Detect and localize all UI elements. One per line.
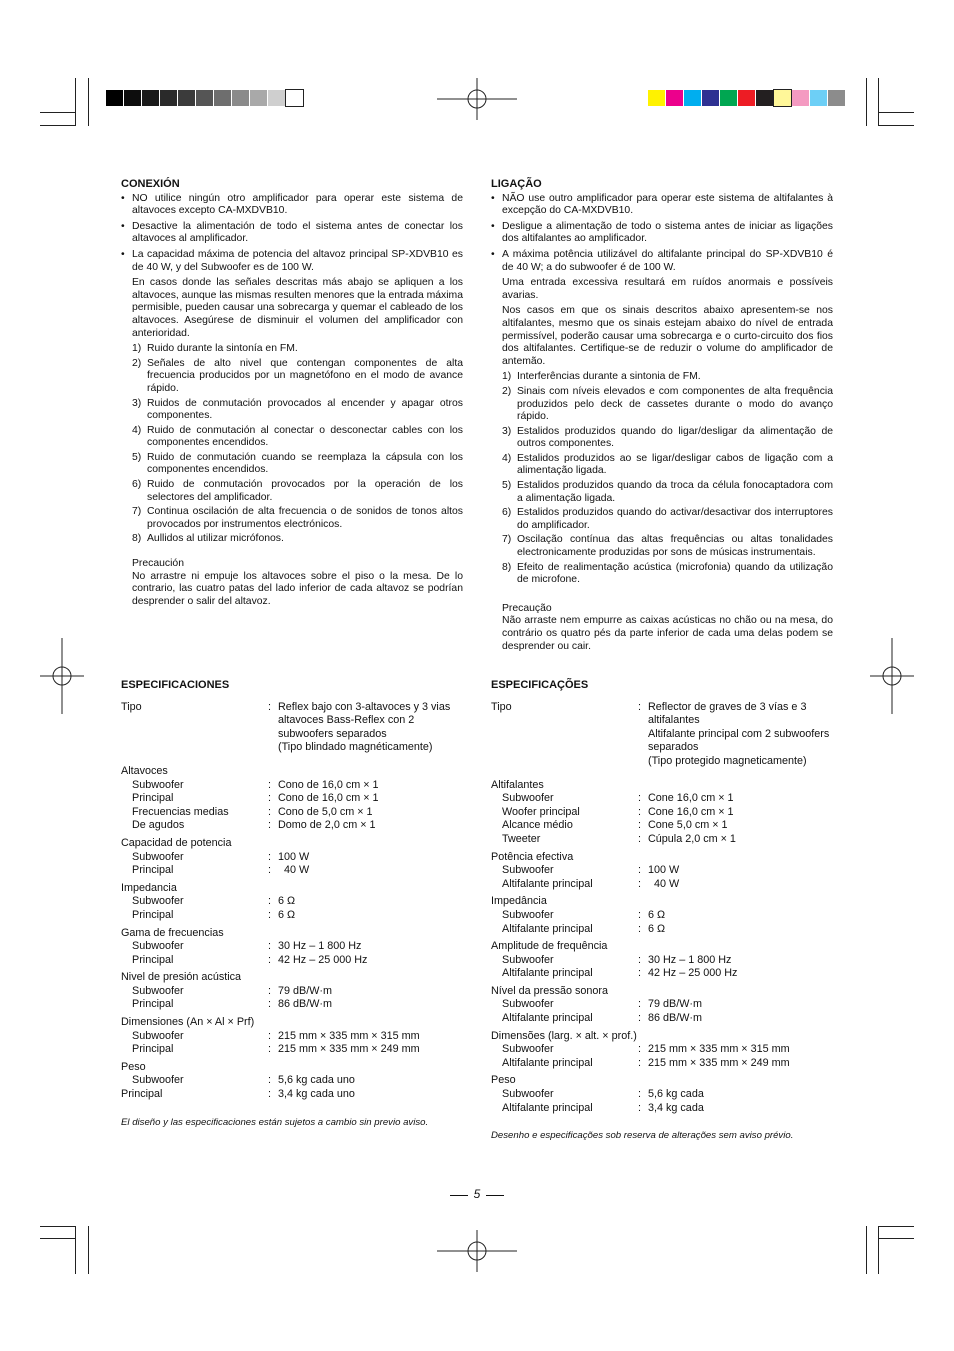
bullet-item: • La capacidad máxima de potencia del altavoz principal SP-XDVB10 es de 40 W, y del Subwoofer es de 100 W. [121, 249, 463, 274]
spec-group [491, 940, 836, 981]
spec-row: Subwoofer : 30 Hz – 1 800 Hz [491, 954, 836, 968]
spec-row-tipo: Tipo : Reflex bajo con 3-altavoces y 3 vias altavoces Bass-Reflex con 2 subwoofers separados (Tipo blindado magnéticamente) [121, 701, 466, 755]
bullet-item: • Desligue a alimentação de todo o sistema antes de iniciar as ligações dos altifalantes ao amplificador. [491, 221, 833, 246]
spec-group [491, 985, 836, 1026]
spec-row: De agudos : Domo de 2,0 cm × 1 [121, 819, 466, 833]
spec-value: 30 Hz – 1 800 Hz [648, 953, 732, 966]
item-text: Sinais com níveis elevados e com componentes de alta frequência produzidos pelo deck de cassetes durante o modo do avanço rápido. [517, 385, 833, 423]
spec-key: Principal [132, 998, 174, 1011]
spec-group-title: Dimensões (larg. × alt. × prof.) [491, 1029, 637, 1042]
spec-row: Alcance médio : Cone 5,0 cm × 1 [491, 819, 836, 833]
spec-value: Reflector de graves de 3 vías e 3 altifalantes Altifalante principal com 2 subwoofers separados (Tipo protegido magneticamente) [648, 700, 830, 767]
spec-group-title: Capacidad de potencia [121, 836, 232, 849]
item-number: 8) [502, 561, 512, 573]
spec-value: Reflex bajo con 3-altavoces y 3 vias altavoces Bass-Reflex con 2 subwoofers separados (Tipo blindado magnéticamente) [278, 700, 451, 754]
numbered-item [121, 398, 463, 423]
spec-group [121, 882, 466, 923]
item-text: Efeito de realimentação acústica (microfonia) quando da utilização de microfone. [517, 561, 833, 586]
spec-value: Cono de 16,0 cm × 1 [278, 792, 379, 805]
bullet-item: • NÃO use outro amplificador para operar este sistema de altifalantes à excepção do CA-MXDVB10. [491, 193, 833, 218]
spec-row: Subwoofer : 215 mm × 335 mm × 315 mm [491, 1043, 836, 1057]
spec-group [491, 895, 836, 936]
spec-key: Subwoofer [502, 953, 554, 966]
bullet-item: • NO utilice ningún otro amplificador para operar este sistema de altavoces excepto CA-MXDVB10. [121, 193, 463, 218]
spec-key: Principal [132, 1043, 174, 1056]
spec-value: Cone 5,0 cm × 1 [648, 819, 728, 832]
item-text: Estalidos produzidos ao se ligar/desligar cabos de ligação com a alimentação ligada. [517, 452, 833, 477]
spec-group-title: Altavoces [121, 764, 168, 777]
spec-group-peso [491, 1074, 836, 1115]
spec-row: Subwoofer : 79 dB/W·m [491, 998, 836, 1012]
spec-value: 30 Hz – 1 800 Hz [278, 940, 362, 953]
spec-value: 40 W [278, 864, 310, 877]
registration-mark-left [40, 638, 84, 714]
color-swatch [196, 90, 213, 106]
numbered-list [491, 371, 833, 587]
spec-row: Altifalante principal : 86 dB/W·m [491, 1012, 836, 1026]
color-swatch [286, 90, 303, 106]
spec-group-title: Impedancia [121, 881, 177, 894]
spec-row: Altifalante principal : 3,4 kg cada [502, 1101, 704, 1114]
spec-key: Subwoofer [132, 984, 184, 997]
specs-title: ESPECIFICACIONES [121, 679, 230, 691]
numbered-item [491, 371, 833, 384]
spec-row: Tweeter : Cúpula 2,0 cm × 1 [491, 833, 836, 847]
caution-title: Precaução [502, 602, 552, 614]
registration-mark-right [870, 638, 914, 714]
spec-row: Altifalante principal : 40 W [491, 878, 836, 892]
spec-row: Subwoofer : 30 Hz – 1 800 Hz [121, 940, 466, 954]
spec-row: Principal : 40 W [121, 864, 466, 878]
color-swatch [684, 90, 701, 106]
spec-key: Altifalante principal [502, 877, 593, 890]
conexion-title: CONEXIÓN [121, 178, 180, 190]
spec-group [121, 837, 466, 878]
numbered-item [491, 562, 833, 587]
color-swatch [702, 90, 719, 106]
spec-row: Frecuencias medias : Cono de 5,0 cm × 1 [121, 806, 466, 820]
spec-key: Subwoofer [502, 908, 554, 921]
item-number: 2) [132, 357, 142, 369]
spec-group-title: Peso [491, 1074, 516, 1087]
item-text: Estalidos produzidos quando do activar/desactivar dos interruptores do amplificador. [517, 507, 833, 531]
spec-row: Subwoofer : 100 W [491, 864, 836, 878]
color-swatch [124, 90, 141, 106]
item-text: Aullidos al utilizar micrófonos. [147, 533, 284, 545]
item-text: Estalidos produzidos quando da troca da célula fonocaptadora com a alimentação ligada. [517, 480, 833, 504]
spec-row: Principal : 3,4 kg cada uno [121, 1088, 355, 1101]
especificacoes-section [491, 679, 836, 1143]
color-swatch [214, 90, 231, 106]
ligacao-section [491, 178, 833, 653]
spec-key: Subwoofer [502, 792, 554, 805]
spec-row: Subwoofer : 79 dB/W·m [121, 985, 466, 999]
spec-value: 86 dB/W·m [648, 1012, 702, 1025]
spec-key: Principal [132, 953, 174, 966]
spec-value: Cono de 5,0 cm × 1 [278, 805, 373, 818]
item-text: Continua oscilación de alta frecuencia o de sonidos de tonos altos provocados por instrumentos electrónicos. [147, 506, 463, 530]
numbered-item [491, 534, 833, 559]
item-text: Ruido durante la sintonía en FM. [147, 343, 298, 355]
color-swatch [268, 90, 285, 106]
color-swatch [142, 90, 159, 106]
numbered-item [121, 425, 463, 450]
item-text: Ruidos de conmutación provocados al encender y apagar otros componentes. [147, 397, 463, 422]
item-text: Ruido de conmutación provocados por la operación de los selectores del amplificador. [147, 479, 463, 503]
color-swatch [160, 90, 177, 106]
specs-title: ESPECIFICAÇÕES [491, 679, 589, 691]
numbered-item [491, 426, 833, 451]
spec-key: Tweeter [502, 832, 541, 845]
spec-key: Subwoofer [502, 998, 554, 1011]
item-text: Señales de alto nivel que contengan componentes de alta frecuencia producidos por un magnetófono en el modo de avance rápido. [147, 357, 463, 394]
color-swatch [774, 90, 791, 106]
spec-key: Subwoofer [132, 895, 184, 908]
spec-row: Woofer principal : Cone 16,0 cm × 1 [491, 806, 836, 820]
numbered-item [121, 506, 463, 531]
spec-key: Subwoofer [132, 1029, 184, 1042]
item-number: 4) [132, 424, 142, 436]
spec-key: Tipo [121, 700, 142, 713]
spec-row: Subwoofer : 6 Ω [491, 909, 836, 923]
spec-group [491, 1030, 836, 1071]
color-swatch [178, 90, 195, 106]
spec-group [491, 779, 836, 847]
spec-key: Frecuencias medias [132, 805, 229, 818]
caution-block [491, 603, 833, 653]
spec-key: Alcance médio [502, 819, 573, 832]
spec-row: Subwoofer : 100 W [121, 851, 466, 865]
specs-note: El diseño y las especificaciones están sujetos a cambio sin previo aviso. [121, 1116, 429, 1128]
spec-row: Subwoofer : Cono de 16,0 cm × 1 [121, 779, 466, 793]
caution-text: No arrastre ni empuje los altavoces sobre el piso o la mesa. De lo contrario, las cuatro patas del lado inferior de cada altavoz se podrían desprender o salir del altavoz. [132, 570, 463, 607]
spec-key: Principal [132, 908, 174, 921]
spec-group [121, 765, 466, 833]
spec-group [491, 851, 836, 892]
spec-value: 215 mm × 335 mm × 249 mm [278, 1043, 420, 1056]
spec-key: Subwoofer [132, 778, 184, 791]
spec-group-title: Dimensiones (An × Al × Prf) [121, 1016, 255, 1029]
numbered-item [121, 358, 463, 396]
spec-value: 100 W [648, 864, 680, 877]
spec-value: 100 W [278, 850, 310, 863]
color-swatch [756, 90, 773, 106]
spec-key: Subwoofer [502, 864, 554, 877]
spec-value: Cone 16,0 cm × 1 [648, 805, 734, 818]
spec-row: Altifalante principal : 6 Ω [491, 923, 836, 937]
bullet-item: • A máxima potência utilizável do altifalante principal do SP-XDVB10 é de 40 W; a do subwoofer é de 100 W. [491, 249, 833, 274]
spec-row: Altifalante principal : 215 mm × 335 mm × 249 mm [491, 1057, 836, 1071]
spec-value: 6 Ω [648, 908, 666, 921]
color-swatch [250, 90, 267, 106]
bullet-item: • Desactive la alimentación de todo el sistema antes de conectar los altavoces al amplificador. [121, 221, 463, 246]
spec-group-title: Amplitude de frequência [491, 940, 608, 953]
registration-mark-bottom [437, 1230, 517, 1272]
numbered-item [491, 453, 833, 478]
spec-row: Subwoofer : 5,6 kg cada uno [132, 1074, 355, 1087]
item-number: 1) [132, 343, 142, 355]
spec-value: Cono de 16,0 cm × 1 [278, 778, 379, 791]
spec-group [121, 927, 466, 968]
spec-value: 6 Ω [278, 895, 296, 908]
spec-value: 215 mm × 335 mm × 315 mm [648, 1043, 790, 1056]
numbered-item [121, 452, 463, 477]
spec-row: Subwoofer : 6 Ω [121, 895, 466, 909]
numbered-item [491, 480, 833, 505]
spec-key: Altifalante principal [502, 1012, 593, 1025]
spec-value: 215 mm × 335 mm × 315 mm [278, 1029, 420, 1042]
specs-note: Desenho e especificações sob reserva de alterações sem aviso prévio. [491, 1130, 794, 1142]
spec-key: Tipo [491, 700, 512, 713]
item-number: 2) [502, 385, 512, 397]
spec-value: Cone 16,0 cm × 1 [648, 792, 734, 805]
color-swatch [648, 90, 665, 106]
item-number: 5) [502, 480, 512, 492]
spec-key: Subwoofer [132, 940, 184, 953]
spec-group-title: Altifalantes [491, 778, 544, 791]
spec-key: Subwoofer [132, 850, 184, 863]
color-swatch [792, 90, 809, 106]
item-number: 3) [502, 425, 512, 437]
item-number: 4) [502, 452, 512, 464]
item-number: 5) [132, 451, 142, 463]
caution-title: Precaución [132, 558, 184, 570]
item-number: 6) [502, 507, 512, 519]
item-text: Ruido de conmutación al conectar o desconectar cables con los componentes encendidos. [147, 424, 463, 449]
spec-key: Principal [132, 864, 174, 877]
page-number: 5 [448, 1187, 506, 1201]
spec-group-title: Potência efectiva [491, 850, 574, 863]
spec-value: 79 dB/W·m [278, 984, 332, 997]
spec-group-title: Nível da pressão sonora [491, 984, 609, 997]
spec-value: 79 dB/W·m [648, 998, 702, 1011]
color-swatch [810, 90, 827, 106]
paragraph: En casos donde las señales descritas más abajo se apliquen a los altavoces, aunque las mismas resulten menores que la entrada máxima permisible, pueden causar una sobrecarga y quemar el cableado de los altavoces. Asegúrese de disminuir el volumen del amplificador con anterioridad. [132, 277, 463, 339]
conexion-section [121, 178, 463, 608]
numbered-item [121, 479, 463, 504]
item-number: 3) [132, 397, 142, 409]
caution-block [121, 558, 463, 608]
spec-row: Principal : 6 Ω [121, 909, 466, 923]
spec-group [121, 971, 466, 1012]
spec-value: 42 Hz – 25 000 Hz [648, 967, 738, 980]
spec-value: Cúpula 2,0 cm × 1 [648, 832, 736, 845]
color-swatch [738, 90, 755, 106]
item-number: 6) [132, 479, 142, 491]
item-text: Estalidos produzidos quando do ligar/desligar da alimentação de outros componentes. [517, 425, 833, 450]
spec-group-title: Nivel de presión acústica [121, 971, 242, 984]
spec-key: Principal [132, 792, 174, 805]
spec-value: 86 dB/W·m [278, 998, 332, 1011]
item-number: 8) [132, 533, 142, 545]
spec-key: Altifalante principal [502, 1056, 593, 1069]
spec-row: Principal : Cono de 16,0 cm × 1 [121, 792, 466, 806]
spec-value: 6 Ω [648, 922, 666, 935]
spec-key: Subwoofer [502, 1043, 554, 1056]
spec-row: Altifalante principal : 42 Hz – 25 000 Hz [491, 967, 836, 981]
item-number: 1) [502, 371, 512, 383]
spec-row: Principal : 86 dB/W·m [121, 998, 466, 1012]
spec-row: Principal : 215 mm × 335 mm × 249 mm [121, 1043, 466, 1057]
item-number: 7) [132, 506, 142, 518]
spec-row: Subwoofer : Cone 16,0 cm × 1 [491, 792, 836, 806]
spec-group-title: Gama de frecuencias [121, 926, 224, 939]
spec-key: Altifalante principal [502, 922, 593, 935]
color-swatch [666, 90, 683, 106]
spec-value: 215 mm × 335 mm × 249 mm [648, 1056, 790, 1069]
spec-key: Altifalante principal [502, 967, 593, 980]
color-swatch [232, 90, 249, 106]
paragraph: Nos casos em que os sinais descritos abaixo apresentem-se nos altifalantes, mesmo que os sinais estejam abaixo do nível de entrada permissível, poderão causar uma sobrecarga e o curto-circuito dos fios dos altifalantes. Certifique-se de reduzir o volume do amplificador de antemão. [502, 305, 833, 367]
spec-row: Subwoofer : 215 mm × 335 mm × 315 mm [121, 1030, 466, 1044]
numbered-item [491, 386, 833, 424]
spec-key: De agudos [132, 819, 185, 832]
ligacao-title: LIGAÇÃO [491, 178, 542, 190]
spec-groups [121, 765, 466, 1057]
color-swatch [720, 90, 737, 106]
registration-mark-top [437, 78, 517, 120]
spec-group-peso [121, 1061, 466, 1102]
paragraph: Uma entrada excessiva resultará em ruídos anormais e possíveis avarias. [502, 277, 833, 301]
numbered-list [121, 343, 463, 546]
numbered-item [121, 533, 463, 546]
spec-row-tipo: Tipo : Reflector de graves de 3 vías e 3 altifalantes Altifalante principal com 2 subwoofers separados (Tipo protegido magneticamente) [491, 701, 836, 769]
item-text: Oscilação contínua das altas frequências ou altas tonalidades electronicamente produzidas por sons de músicas instrumentais. [517, 534, 833, 559]
spec-row: Principal : 42 Hz – 25 000 Hz [121, 954, 466, 968]
spec-value: 40 W [648, 877, 680, 890]
item-text: Ruido de conmutación cuando se reemplaza la cápsula con los componentes encendidos. [147, 451, 463, 476]
item-text: Interferências durante a sintonia de FM. [517, 371, 701, 383]
numbered-item [491, 507, 833, 532]
spec-group-title: Peso [121, 1060, 146, 1073]
item-number: 7) [502, 534, 512, 546]
color-swatch [828, 90, 845, 106]
numbered-item [121, 343, 463, 356]
spec-key: Woofer principal [502, 805, 580, 818]
spec-group-title: Impedância [491, 895, 547, 908]
spec-row: Subwoofer : 5,6 kg cada [502, 1088, 704, 1101]
spec-value: 42 Hz – 25 000 Hz [278, 953, 368, 966]
spec-groups [491, 779, 836, 1071]
caution-text: Não arraste nem empurre as caixas acústicas no chão ou na mesa, do contrário os quatro pés da parte inferior de cada uma delas podem se desprender ou cair. [502, 615, 833, 652]
spec-group [121, 1016, 466, 1057]
spec-value: 6 Ω [278, 908, 296, 921]
spec-value: Domo de 2,0 cm × 1 [278, 819, 376, 832]
color-swatch [106, 90, 123, 106]
especificaciones-section [121, 679, 466, 1129]
